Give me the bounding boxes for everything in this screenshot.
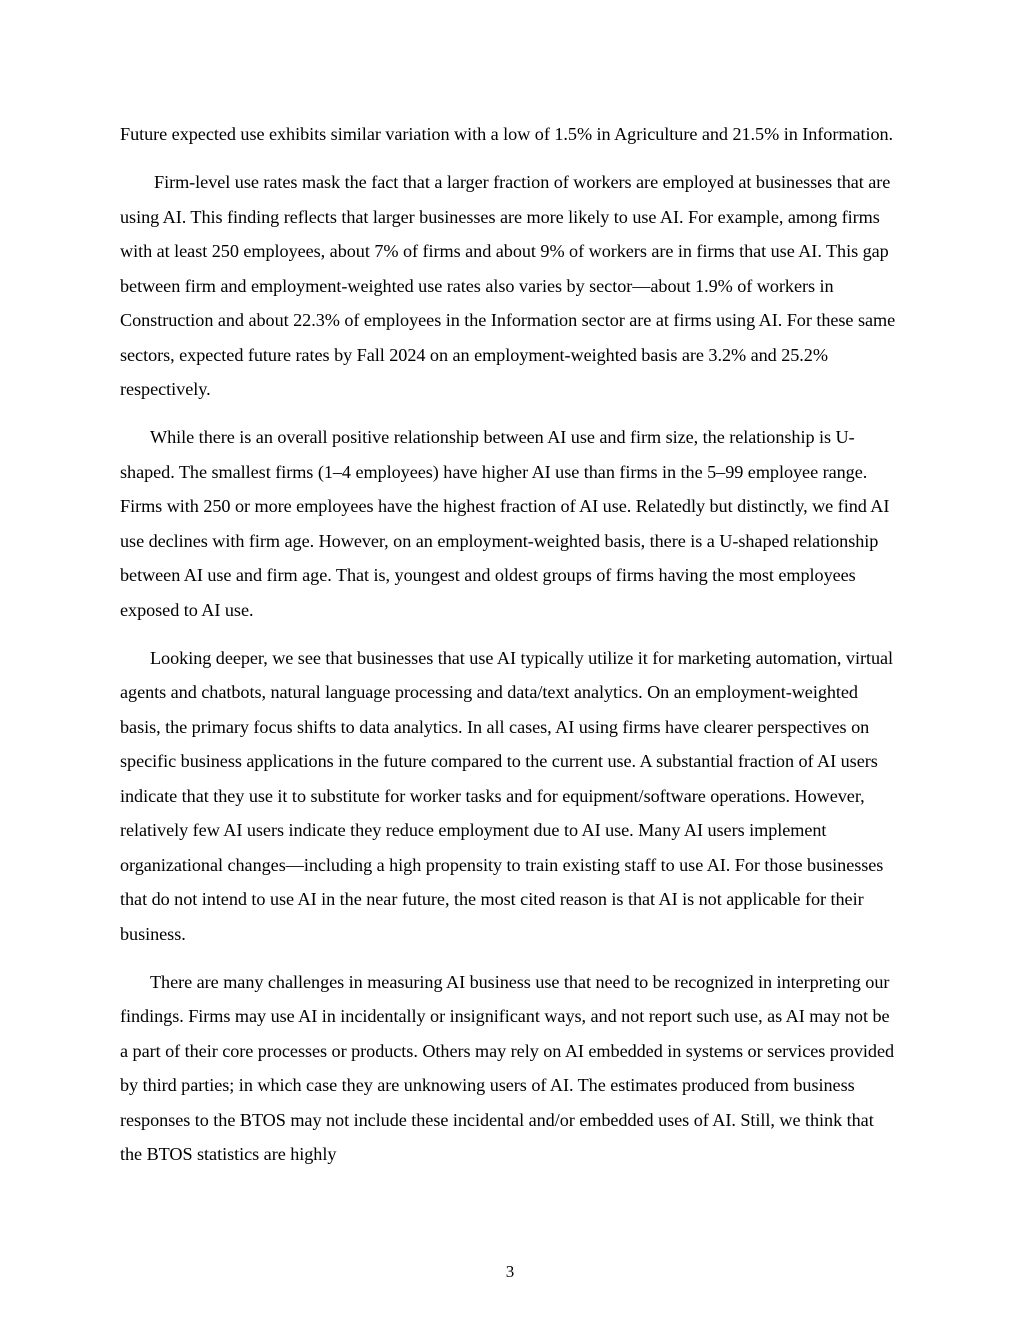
body-text bbox=[120, 117, 900, 1185]
paragraph-firm-size-relationship: While there is an overall positive relationship between AI use and firm size, the relationship is U-shaped. The smallest firms (1–4 employees) have higher AI use than firms in the 5–99 employee range. Firms with 250 or more employees have the highest fraction of AI use. Relatedly but distinctly, we find AI use declines with firm age. However, on an employment-weighted basis, there is a U-shaped relationship between AI use and firm age. That is, youngest and oldest groups of firms having the most employees exposed to AI use. bbox=[120, 427, 890, 620]
paragraph-ai-applications: Looking deeper, we see that businesses that use AI typically utilize it for marketing automation, virtual agents and chatbots, natural language processing and data/text analytics. On an employment-weighted basis, the primary focus shifts to data analytics. In all cases, AI using firms have clearer perspectives on specific business applications in the future compared to the current use. A substantial fraction of AI users indicate that they use it to substitute for worker tasks and for equipment/software operations. However, relatively few AI users indicate they reduce employment due to AI use. Many AI users implement organizational changes—including a high propensity to train existing staff to use AI. For those businesses that do not intend to use AI in the near future, the most cited reason is that AI is not applicable for their business. bbox=[120, 647, 894, 944]
paragraph-measurement-challenges: There are many challenges in measuring AI business use that need to be recognized in interpreting our findings. Firms may use AI in incidentally or insignificant ways, and not report such use, as AI may not be a part of their core processes or products. Others may rely on AI embedded in systems or services provided by third parties; in which case they are unknowing users of AI. The estimates produced from business responses to the BTOS may not include these incidental and/or embedded uses of AI. Still, we think that the BTOS statistics are highly bbox=[120, 971, 895, 1164]
paragraph-firm-level-use-rates: Firm-level use rates mask the fact that a larger fraction of workers are employed at businesses that are using AI. This finding reflects that larger businesses are more likely to use AI. For example, among firms with at least 250 employees, about 7% of firms and about 9% of workers are in firms that use AI. This gap between firm and employment-weighted use rates also varies by sector—about 1.9% of workers in Construction and about 22.3% of employees in the Information sector are at firms using AI. For these same sectors, expected future rates by Fall 2024 on an employment-weighted basis are 3.2% and 25.2% respectively. bbox=[120, 172, 896, 399]
page-number: 3 bbox=[505, 1262, 515, 1281]
paragraph-future-expected-use: Future expected use exhibits similar variation with a low of 1.5% in Agriculture and 21.5% in Information. bbox=[120, 124, 894, 144]
